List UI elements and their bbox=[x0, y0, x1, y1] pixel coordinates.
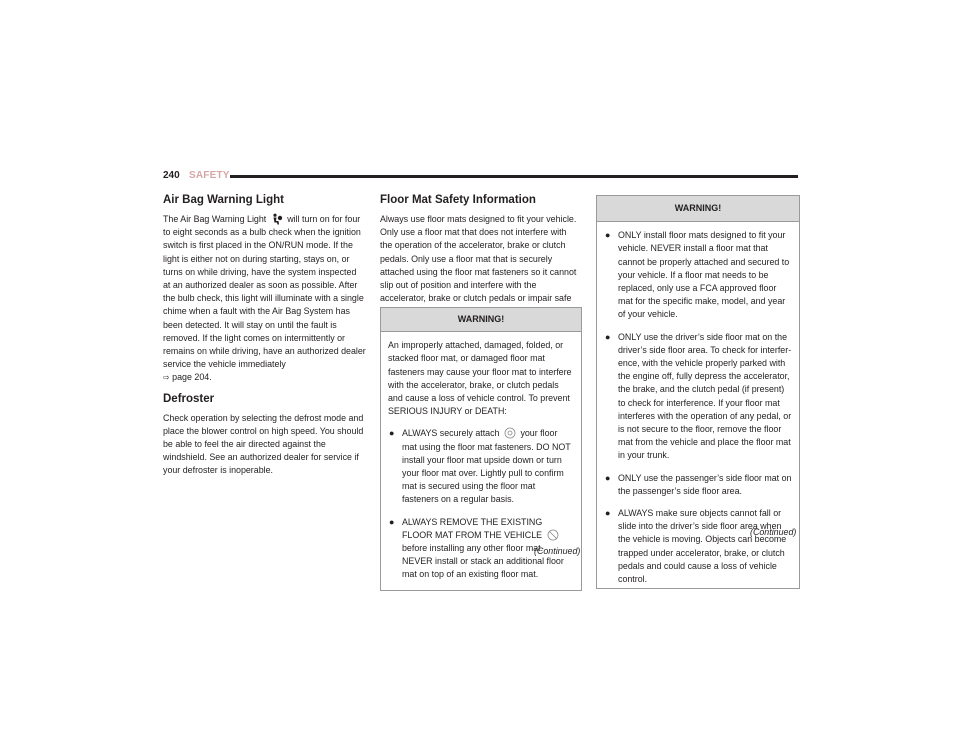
list-item bbox=[604, 229, 792, 321]
continued-label-right: (Continued) bbox=[750, 527, 797, 537]
list-item bbox=[604, 331, 792, 463]
airbag-warning-icon bbox=[271, 213, 283, 225]
column-left bbox=[163, 193, 366, 485]
page-reference-link[interactable]: page 204. bbox=[172, 372, 212, 383]
airbag-text-start: The Air Bag Warning Light bbox=[163, 214, 267, 224]
list-item-text: ONLY use the passenger’s side floor mat on the passenger’s side floor area. bbox=[618, 472, 792, 496]
item2-text-rest: before installing any other floor mat. NEVER install or stack an additional floor mat on top of an existing floor mat. bbox=[402, 543, 564, 580]
page-reference-arrow: ⇨ bbox=[163, 373, 170, 383]
bullet-icon: ● bbox=[389, 428, 395, 439]
bullet-icon: ● bbox=[605, 230, 611, 241]
bullet-icon: ● bbox=[605, 331, 611, 342]
warning-title: WARNING! bbox=[381, 308, 581, 332]
page-number: 240 bbox=[163, 170, 180, 181]
header-rule bbox=[230, 175, 798, 178]
list-item-text: ONLY install floor mats designed to fit your vehicle. NEVER install a floor mat that cannot be properly attached and secured to your vehicle. If a floor mat needs to be replaced, only use a FCA approved floor mat for the specific make, model, and year of your vehicle. bbox=[618, 230, 790, 320]
list-item-text: ONLY use the driver’s side floor mat on the driver’s side floor area. To check for interference, with the vehicle properly parked with the engine off, fully depress the accelerator, the brake, and the clutch pedal (if present) to check for interference. If your floor mat interferes with the operation of any pedal, or is not secure to the floor, remove the floor mat from the vehicle and place the floor mat in your trunk. bbox=[618, 331, 792, 461]
floor-mat-intro: Always use floor mats designed to fit your vehicle. Only use a floor mat that does not interfere with the operation of the accelerator, brake or clutch pedals. Only use a floor mat that is securely attached using the floor mat fasteners so it cannot slip out of position and interfere with the accelerator, brake or clutch pedals or impair safe bbox=[380, 214, 577, 304]
airbag-heading: Air Bag Warning Light bbox=[163, 194, 284, 206]
page-header bbox=[163, 170, 798, 184]
floor-mat-heading: Floor Mat Safety Information bbox=[380, 194, 536, 206]
airbag-paragraph bbox=[163, 213, 366, 385]
list-item bbox=[604, 507, 792, 586]
list-item bbox=[388, 427, 574, 506]
list-item bbox=[604, 472, 792, 498]
item1-text-rest: your floor mat using the floor mat fasteners. DO NOT install your floor mat upside down or turn your floor mat over. Lightly pull to confirm mat is secured using the floor mat fasteners on a regular basis. bbox=[402, 428, 571, 505]
bullet-icon: ● bbox=[605, 508, 611, 519]
list-item-text: ALWAYS make sure objects cannot fall or slide into the driver’s side floor area when the vehicle is moving. Objects can become trapped under accelerator, brake, or clutch pedals and could cause a loss of vehicle control. bbox=[618, 508, 787, 585]
no-stacking-icon bbox=[547, 529, 559, 541]
warning-list bbox=[388, 427, 574, 581]
bullet-icon: ● bbox=[389, 516, 395, 527]
item2-text-start: ALWAYS REMOVE THE EXISTING FLOOR MAT FROM THE VEHICLE bbox=[402, 516, 543, 540]
floor-mat-fastener-icon bbox=[504, 427, 516, 439]
section-title: SAFETY bbox=[189, 170, 230, 181]
defroster-paragraph: Check operation by selecting the defrost mode and place the blower control on high speed. You should be able to feel the air directed against the windshield. See an authorized dealer for service if your defroster is inoperable. bbox=[163, 412, 364, 476]
defroster-heading: Defroster bbox=[163, 392, 215, 405]
item1-text-start: ALWAYS securely attach bbox=[402, 428, 500, 439]
warning-title: WARNING! bbox=[597, 196, 799, 222]
warning-intro: An improperly attached, damaged, folded, or stacked floor mat, or damaged floor mat fasteners may cause your floor mat to interfere with the accelerator, brake, or clutch pedals and cause a loss of vehicle control. To prevent SERIOUS INJURY or DEATH: bbox=[388, 340, 572, 417]
column-middle bbox=[380, 193, 580, 326]
airbag-text-rest: will turn on for four to eight seconds as a bulb check when the ignition switch is first placed in the ON/RUN mode. If the light is either not on during starting, stays on, or turns on while driving, have the system inspected at an authorized dealer as soon as possible. After the bulb check, this light will illuminate with a single chime when a fault with the Air Bag System has been detected. It will stay on until the fault is removed. If the light comes on intermittently or remains on while driving, have an authorized dealer service the vehicle immediately bbox=[163, 214, 366, 370]
bullet-icon: ● bbox=[605, 472, 611, 483]
continued-label-middle: (Continued) bbox=[534, 546, 581, 556]
